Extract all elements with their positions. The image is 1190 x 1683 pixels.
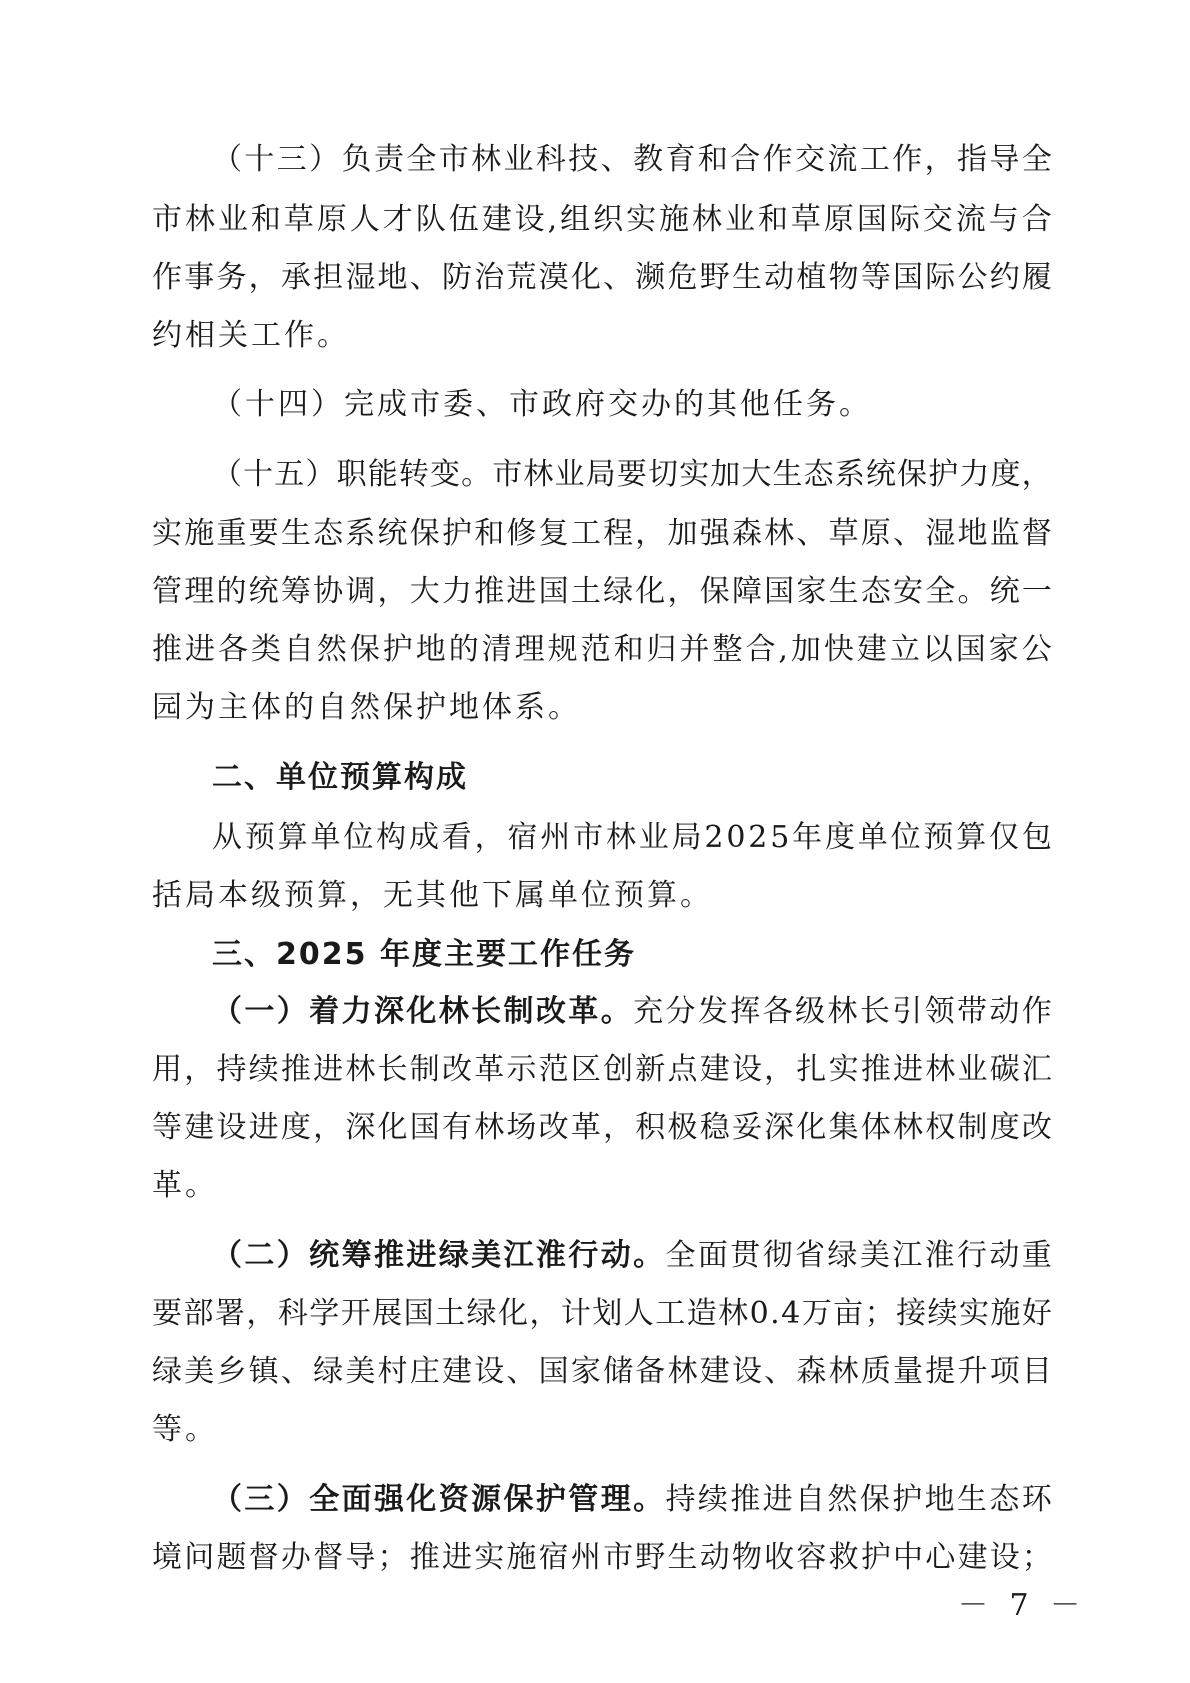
text-line: （ 三 ） 全 面 强 化 资 源 保 护 管 理 。 持 续 推 进 自 然 保 护 地 生 态 环 bbox=[212, 1482, 1052, 1517]
text-line: （ 十 三 ） 负 责 全 市 林 业 科 技 、 教 育 和 合 作 交 流 工 作 ， 指 导 全 bbox=[212, 142, 1052, 177]
text-line: 园为主体的自然保护地体系。 bbox=[152, 690, 581, 725]
section-heading: 三、2025 年度主要工作任务 bbox=[212, 937, 636, 972]
text-line: 实 施 重 要 生 态 系 统 保 护 和 修 复 工 程 ， 加 强 森 林 、 草 原 、 湿 地 监 督 bbox=[152, 516, 1052, 551]
text-line: 推 进 各 类 自 然 保 护 地 的 清 理 规 范 和 归 并 整 合 , 加 快 建 立 以 国 家 公 bbox=[152, 632, 1052, 667]
text-line: 括局本级预算，无其他下属单位预算。 bbox=[152, 878, 713, 913]
text-line: 绿 美 乡 镇 、 绿 美 村 庄 建 设 、 国 家 储 备 林 建 设 、 森 林 质 量 提 升 项 目 bbox=[152, 1354, 1052, 1389]
text-line: 作 事 务 ， 承 担 湿 地 、 防 治 荒 漠 化 、 濒 危 野 生 动 植 物 等 国 际 公 约 履 bbox=[152, 260, 1052, 295]
text-line: 用 ， 持 续 推 进 林 长 制 改 革 示 范 区 创 新 点 建 设 ， 扎 实 推 进 林 业 碳 汇 bbox=[152, 1052, 1052, 1087]
text-line: 等 建 设 进 度 ， 深 化 国 有 林 场 改 革 ， 积 极 稳 妥 深 化 集 体 林 权 制 度 改 bbox=[152, 1110, 1052, 1145]
text-line: 从 预 算 单 位 构 成 看 ， 宿 州 市 林 业 局 2 0 2 5 年 度 单 位 预 算 仅 包 bbox=[212, 820, 1052, 855]
text-line: （ 十 五 ） 职 能 转 变 。 市 林 业 局 要 切 实 加 大 生 态 系 统 保 护 力 度 ， bbox=[212, 457, 1052, 492]
text-line: 等。 bbox=[152, 1412, 218, 1447]
text-line: 约相关工作。 bbox=[152, 318, 350, 353]
page-number: － 7 － bbox=[958, 1588, 1087, 1623]
text-line: 管 理 的 统 筹 协 调 ， 大 力 推 进 国 土 绿 化 ， 保 障 国 家 生 态 安 全 。 统 一 bbox=[152, 574, 1052, 609]
text-line: （十四）完成市委、市政府交办的其他任务。 bbox=[212, 387, 872, 422]
text-line: （ 一 ） 着 力 深 化 林 长 制 改 革 。 充 分 发 挥 各 级 林 长 引 领 带 动 作 bbox=[212, 994, 1052, 1029]
text-line: （ 二 ） 统 筹 推 进 绿 美 江 淮 行 动 。 全 面 贯 彻 省 绿 美 江 淮 行 动 重 bbox=[212, 1238, 1052, 1273]
text-line: 市 林 业 和 草 原 人 才 队 伍 建 设 , 组 织 实 施 林 业 和 草 原 国 际 交 流 与 合 bbox=[152, 202, 1052, 237]
text-line: 境 问 题 督 办 督 导 ； 推 进 实 施 宿 州 市 野 生 动 物 收 容 救 护 中 心 建 设 ； bbox=[152, 1540, 1052, 1575]
text-line: 革。 bbox=[152, 1168, 218, 1203]
text-line: 要 部 署 ， 科 学 开 展 国 土 绿 化 ， 计 划 人 工 造 林 0 . 4 万 亩 ； 接 续 实 施 好 bbox=[152, 1296, 1052, 1331]
section-heading: 二、单位预算构成 bbox=[212, 760, 468, 795]
